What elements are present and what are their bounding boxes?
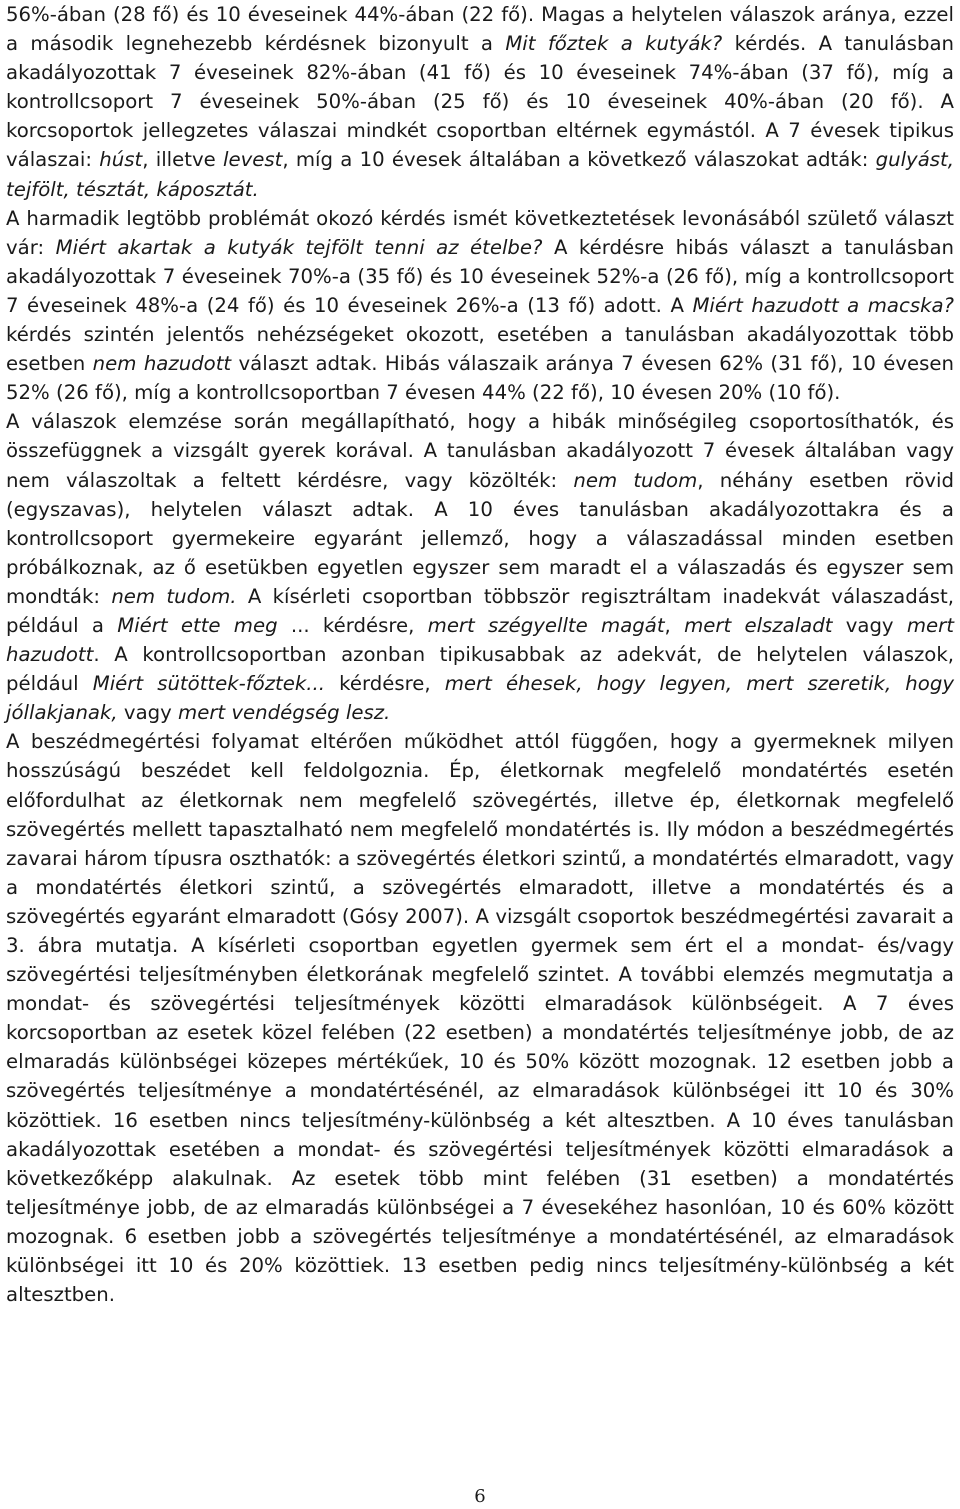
document-body	[6, 0, 954, 1309]
italic-text-run: gulyást, tejfölt, tésztát, káposztát.	[6, 148, 954, 201]
text-run: A válaszok elemzése során megállapítható, hogy a hibák minőségileg csoportosíthatók, és összefüggnek a vizsgált gyerek korával. A tanulásban akadályozott 7 évesek általában vagy nem válaszoltak a feltett kérdésre, vagy közölték:	[6, 410, 954, 492]
text-run: A beszédmegértési folyamat eltérően működhet attól függően, hogy a gyermeknek milyen hosszúságú beszédet kell feldolgoznia. Ép, életkornak megfelelő mondatértés esetén előfordulhat az életkornak nem megfelelő szövegértés, illetve ép, életkornak megfelelő szövegértés mellett tapasztalható nem megfelelő mondatértés is. Ily módon a beszédmegértés zavarai három típusra oszthatók: a szövegértés életkori szintű, a mondatértés elmaradott, vagy a mondatértés életkori szintű, a szövegértés elmaradott, illetve a mondatértés és a szövegértés egyaránt elmaradott (Gósy 2007). A vizsgált csoportok beszédmegértési zavarait a 3. ábra mutatja. A kísérleti csoportban egyetlen gyermek sem ért el a mondat- és/vagy szövegértési teljesítményben életkorának megfelelő szintet. A további elemzés megmutatja a mondat- és szövegértési teljesítmények közötti elmaradások különbségeit. A 7 éves korcsoportban az esetek közel felében (22 esetben) a mondatértés teljesítménye jobb, de az elmaradás különbségei közepes mértékűek, 10 és 50% között mozognak. 12 esetben jobb a szövegértés teljesítménye a mondatértésénél, az elmaradások különbségei itt 10 és 30% közöttiek. 16 esetben nincs teljesítmény-különbség a két altesztben. A 10 éves tanulásban akadályozottak esetében a mondat- és szövegértési teljesítmények közötti elmaradások a következőképp alakulnak. Az esetek több mint felében (31 esetben) a mondatértés teljesítménye jobb, de az elmaradás különbségei a 7 évesekéhez hasonlóan, 10 és 60% között mozognak. 6 esetben jobb a szövegértés teljesítménye a mondatértésénél, az elmaradások különbségei itt 10 és 20% közöttiek. 13 esetben pedig nincs teljesítmény-különbség a két altesztben.	[6, 730, 954, 1307]
italic-text-run: levest	[223, 148, 283, 172]
italic-text-run: nem hazudott	[92, 352, 232, 376]
italic-text-run: Mit főztek a kutyák?	[505, 32, 723, 56]
italic-text-run: mert elszaladt	[684, 613, 833, 637]
text-run: ... kérdésre,	[277, 613, 428, 637]
paragraph-error-analysis	[6, 407, 954, 727]
paragraph-results-sour-cream-question	[6, 204, 954, 408]
italic-text-run: mert éhesek, hogy legyen, mert szeretik, hogy jóllakjanak,	[6, 672, 954, 725]
italic-text-run: mert hazudott	[6, 613, 954, 667]
text-run: A harmadik legtöbb problémát okozó kérdés ismét következtetések levonásából születő választ vár:	[6, 206, 954, 259]
italic-text-run: Miért ette meg	[117, 613, 278, 637]
text-run: ,	[664, 613, 685, 637]
italic-text-run: húst	[99, 148, 143, 172]
italic-text-run: Miért sütöttek-főztek...	[92, 672, 326, 696]
text-run: vagy	[117, 701, 179, 725]
text-run: , míg a 10 évesek általában a következő válaszokat adták:	[282, 148, 876, 172]
italic-text-run: mert szégyellte magát	[427, 613, 665, 637]
text-run: , illetve	[142, 148, 224, 172]
text-run: vagy	[832, 613, 907, 637]
italic-text-run: nem tudom	[573, 468, 698, 492]
italic-text-run: Miért akartak a kutyák tejfölt tenni az ételbe?	[55, 235, 543, 259]
text-run: A kérdésre hibás választ a tanulásban akadályozottak 7 éveseinek 70%-a (35 fő) és 10 éveseinek 52%-a (26 fő), míg a kontrollcsoport 7 éveseinek 48%-a (24 fő) és 10 éveseinek 26%-a (13 fő) adott. A	[6, 235, 954, 317]
text-run: kérdés. A tanulásban akadályozottak 7 éveseinek 82%-ában (41 fő) és 10 éveseinek 74%-ában (37 fő), míg a kontrollcsoport 7 éveseinek 50%-ában (25 fő) és 10 éveseinek 40%-ában (20 fő). A korcsoportok jellegzetes válaszai mindkét csoportban eltérnek egymástól. A 7 évesek tipikus válaszai:	[6, 32, 954, 172]
text-run: választ adtak. Hibás válaszaik aránya 7 évesen 62% (31 fő), 10 évesen 52% (26 fő), míg a kontrollcsoportban 7 évesen 44% (22 fő), 10 évesen 20% (10 fő).	[6, 352, 954, 405]
paragraph-speech-comprehension	[6, 727, 954, 1309]
text-run: A kísérleti csoportban többször regisztráltam inadekvát válaszadást, például a	[6, 584, 954, 637]
text-run: kérdésre,	[325, 672, 445, 696]
text-run: . A kontrollcsoportban azonban tipikusabbak az adekvát, de helytelen válaszok, például	[6, 643, 954, 696]
italic-text-run: mert vendégség lesz.	[178, 701, 391, 725]
text-run: , néhány esetben rövid (egyszavas), helytelen választ adtak. A 10 éves tanulásban akadályozottakra és a kontrollcsoport gyermekeire egyaránt jellemző, hogy a válaszadással minden esetben próbálkoznak, az ő esetükben egyetlen egyszer sem maradt el a válaszadás és egyszer sem mondták:	[6, 468, 954, 608]
italic-text-run: nem tudom.	[111, 584, 237, 608]
paragraph-results-cooking-question	[6, 0, 954, 204]
page-number: 6	[474, 1486, 486, 1507]
text-run: 56%-ában (28 fő) és 10 éveseinek 44%-ában (22 fő). Magas a helytelen válaszok aránya, ezzel a második legnehezebb kérdésnek bizonyult a	[6, 3, 954, 56]
italic-text-run: Miért hazudott a macska?	[692, 293, 954, 317]
text-run: kérdés szintén jelentős nehézségeket okozott, esetében a tanulásban akadályozottak több esetben	[6, 323, 954, 376]
